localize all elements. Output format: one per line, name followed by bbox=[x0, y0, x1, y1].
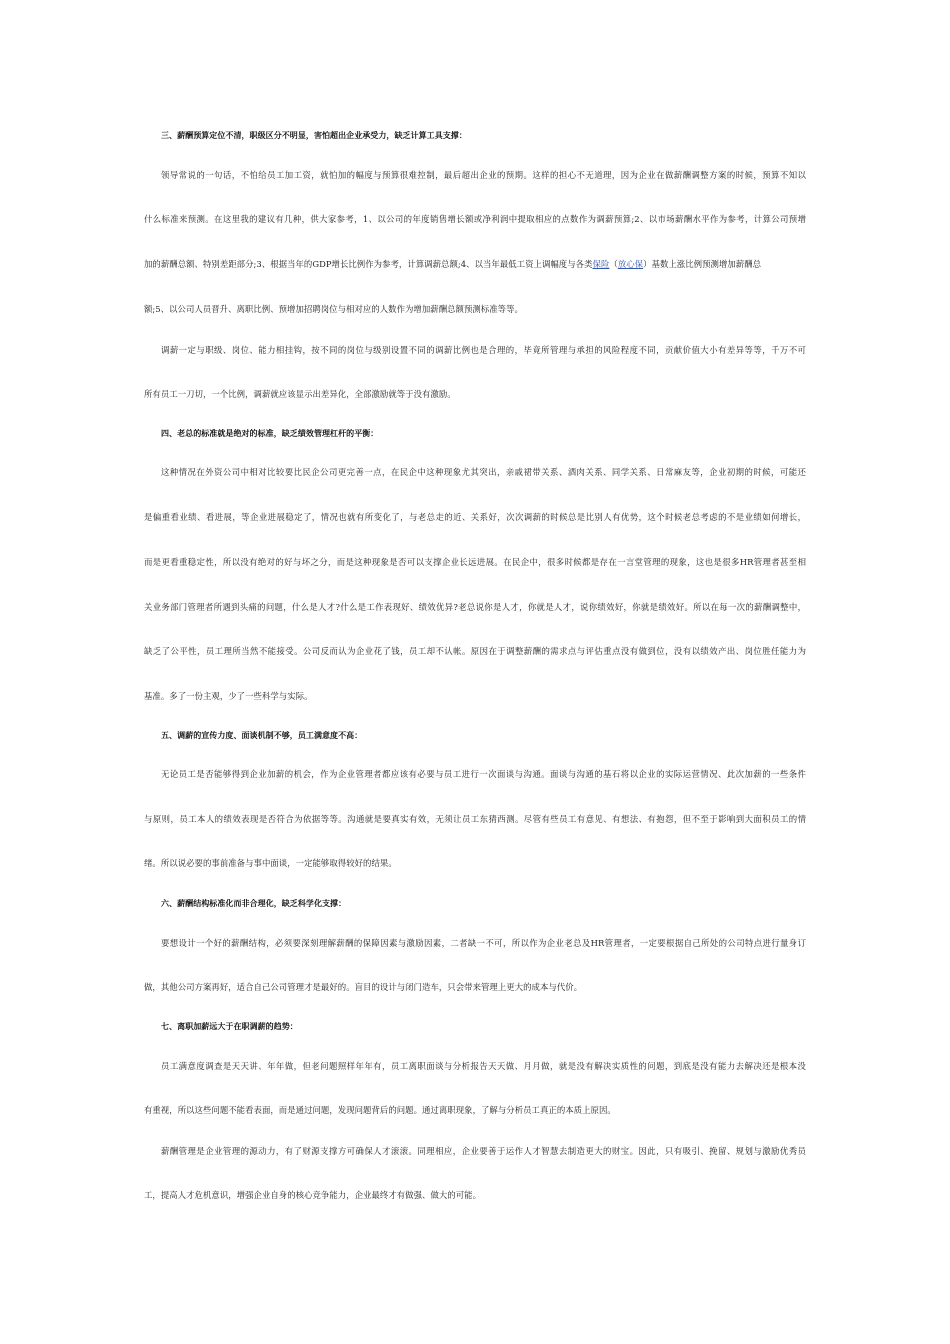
section-3-heading: 三、薪酬预算定位不清，职级区分不明显，害怕超出企业承受力，缺乏计算工具支撑： bbox=[161, 131, 467, 140]
section-6-heading: 六、薪酬结构标准化而非合理化，缺乏科学化支撑： bbox=[161, 899, 347, 908]
paragraph-line: 调薪一定与职级、岗位、能力相挂钩，按不同的岗位与级别设置不同的调薪比例也是合理的，毕竟所管理与承担的风险程度不同，贡献价值大小有差异等等，千万不可 bbox=[161, 345, 806, 355]
paragraph-line-tail: ）基数上涨比例预测增加薪酬总 bbox=[643, 259, 762, 269]
section-7-heading: 七、离职加薪远大于在职调薪的趋势： bbox=[161, 1022, 298, 1031]
paragraph-line: 领导常说的一句话，不怕给员工加工资，就怕加的幅度与预算很难控制，最后超出企业的预期。这样的担心不无道理，因为企业在做薪酬调整方案的时候，预算不知以 bbox=[161, 170, 806, 180]
paragraph-line-text: 加的薪酬总额、特别差距部分;3、根据当年的GDP增长比例作为参考，计算调薪总额;4、以当年最低工资上调幅度与各类 bbox=[144, 259, 593, 269]
paragraph-line: 绪。所以说必要的事前准备与事中面谈，一定能够取得较好的结果。 bbox=[144, 858, 397, 868]
paragraph-line: 关业务部门管理者所遇到头痛的问题，什么是人才?什么是工作表现好、绩效优异?老总说你是人才，你就是人才，说你绩效好，你就是绩效好。所以在每一次的薪酬调整中， bbox=[144, 602, 806, 612]
fangxinbao-link[interactable]: 放心保 bbox=[617, 259, 644, 269]
paragraph-line: 做，其他公司方案再好，适合自己公司管理才是最好的。盲目的设计与闭门造车，只会带来管理上更大的成本与代价。 bbox=[144, 982, 583, 992]
paragraph-line-with-links bbox=[144, 258, 806, 270]
paragraph-line: 什么标准来预测。在这里我的建议有几种，供大家参考，1、以公司的年度销售增长额或净利润中提取相应的点数作为调薪预算;2、以市场薪酬水平作为参考，计算公司预增 bbox=[144, 214, 806, 224]
paragraph-line: 要想设计一个好的薪酬结构，必须要深刻理解薪酬的保障因素与激励因素，二者缺一不可，所以作为企业老总及HR管理者，一定要根据自己所处的公司特点进行量身订 bbox=[161, 938, 806, 948]
paragraph-line: 基准。多了一份主观，少了一些科学与实际。 bbox=[144, 691, 313, 701]
paragraph-line: 无论员工是否能够得到企业加薪的机会，作为企业管理者都应该有必要与员工进行一次面谈与沟通。面谈与沟通的基石将以企业的实际运营情况、此次加薪的一些条件 bbox=[161, 769, 806, 779]
paragraph-line: 而是更看重稳定性，所以没有绝对的好与坏之分，而是这种现象是否可以支撑企业长远进展。在民企中，很多时候都是存在一言堂管理的现象，这也是很多HR管理者甚至相 bbox=[144, 557, 806, 567]
paragraph-line: 工，提高人才危机意识，增强企业自身的核心竞争能力，企业最终才有做强、做大的可能。 bbox=[144, 1190, 481, 1200]
paragraph-line: 与原则，员工本人的绩效表现是否符合为依据等等。沟通就是要真实有效，无须让员工东猜西测。尽管有些员工有意见、有想法、有抱怨，但不至于影响到大面积员工的情 bbox=[144, 814, 806, 824]
paren-open: （ bbox=[609, 259, 618, 269]
section-4-heading: 四、老总的标准就是绝对的标准，缺乏绩效管理杠杆的平衡： bbox=[161, 429, 379, 438]
paragraph-line: 薪酬管理是企业管理的源动力，有了财源支撑方可确保人才滚滚。同理相应，企业要善于运作人才智慧去制造更大的财宝。因此，只有吸引、挽留、规划与激励优秀员 bbox=[161, 1146, 806, 1156]
paragraph-line: 这种情况在外资公司中相对比较要比民企公司更完善一点，在民企中这种现象尤其突出，亲戚裙带关系、酒肉关系、同学关系、日常麻友等，企业初期的时候，可能还 bbox=[161, 467, 806, 477]
paragraph-line: 员工满意度调查是天天讲、年年做，但老问题照样年年有，员工离职面谈与分析报告天天做、月月做，就是没有解决实质性的问题，到底是没有能力去解决还是根本没 bbox=[161, 1061, 806, 1071]
paragraph-line: 所有员工一刀切，一个比例，调薪就应该显示出差异化，全部激励就等于没有激励。 bbox=[144, 389, 456, 399]
paragraph-line: 是偏重看业绩、看进展，等企业进展稳定了，情况也就有所变化了，与老总走的近、关系好，次次调薪的时候总是比别人有优势，这个时候老总考虑的不是业绩如何增长， bbox=[144, 512, 806, 522]
section-5-heading: 五、调薪的宣传力度、面谈机制不够，员工满意度不高： bbox=[161, 731, 363, 740]
paragraph-line: 缺乏了公平性，员工理所当然不能接受。公司反而认为企业花了钱，员工却不认帐。原因在于调整薪酬的需求点与评估重点没有做到位，没有以绩效产出、岗位胜任能力为 bbox=[144, 646, 806, 656]
paragraph-line: 额;5、以公司人员晋升、离职比例、预增加招聘岗位与相对应的人数作为增加薪酬总额预测标准等等。 bbox=[144, 304, 523, 314]
paragraph-line: 有重视，所以这些问题不能看表面，而是通过问题，发现问题背后的问题。通过离职现象，了解与分析员工真正的本质上原因。 bbox=[144, 1105, 616, 1115]
insurance-link[interactable]: 保险 bbox=[592, 259, 610, 269]
